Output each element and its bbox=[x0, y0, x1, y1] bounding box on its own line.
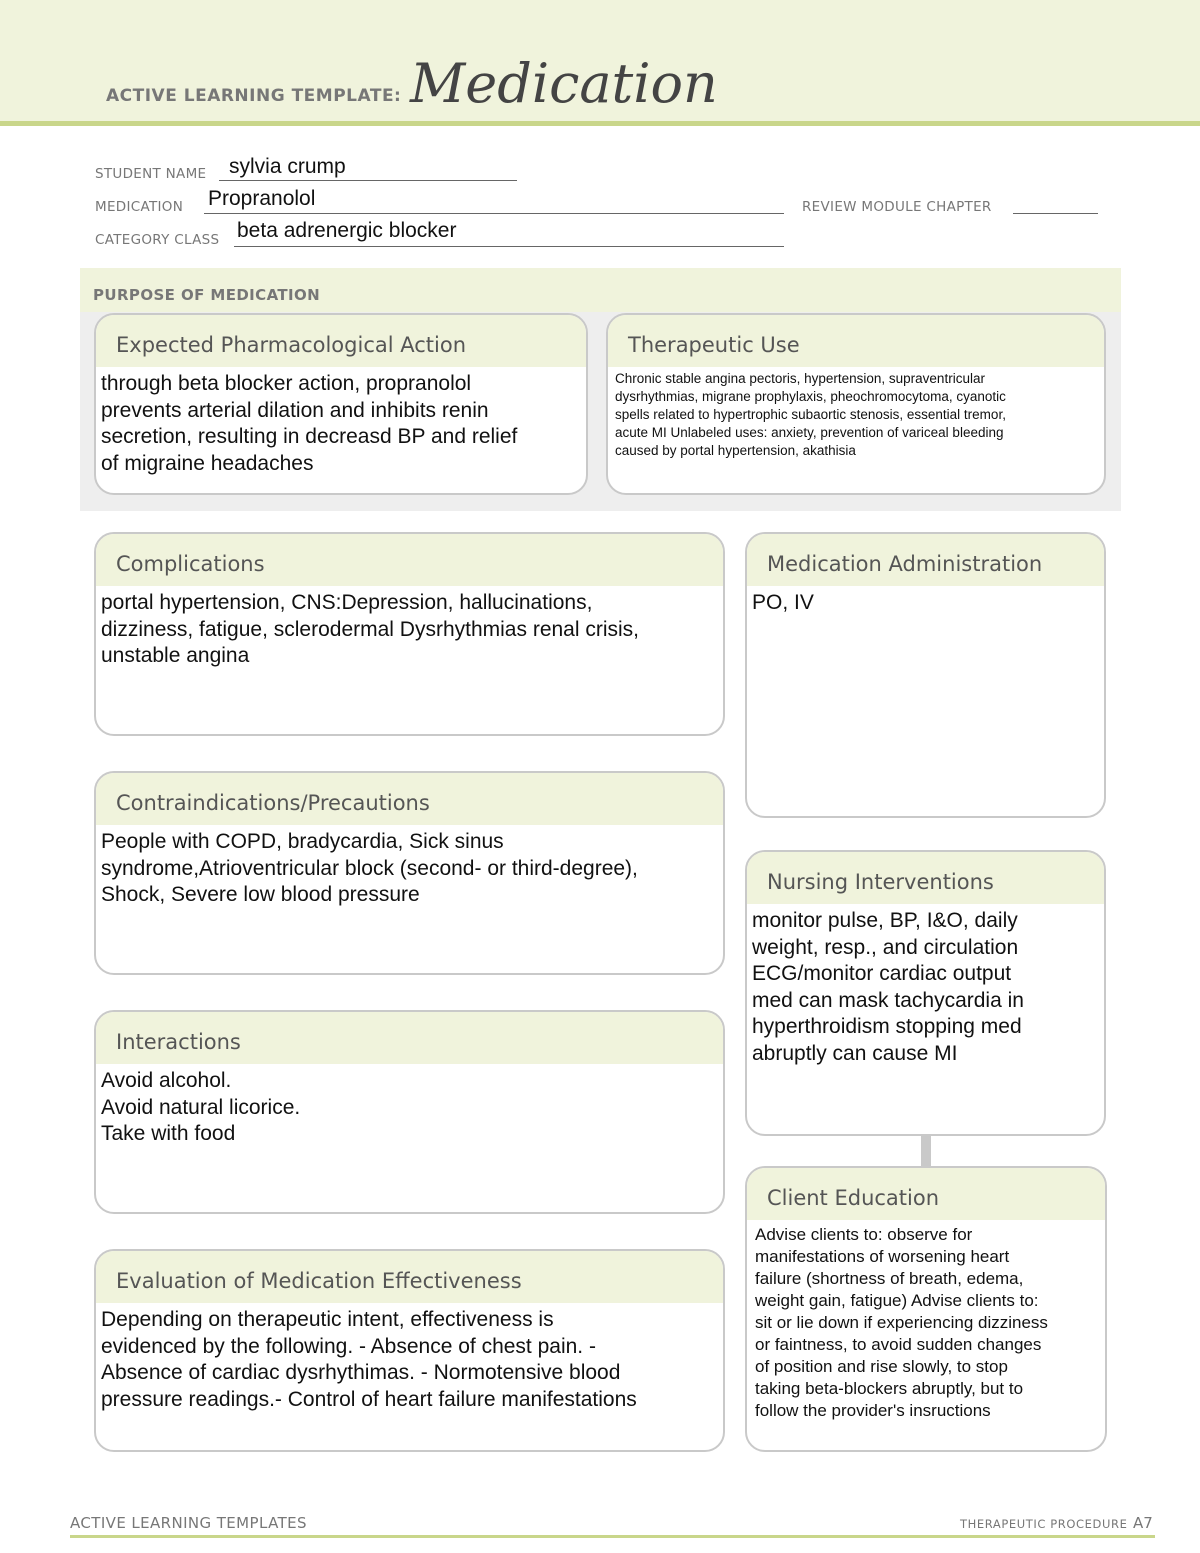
expected-action-card bbox=[94, 313, 588, 495]
evaluation-title: Evaluation of Medication Effectiveness bbox=[96, 1251, 723, 1303]
complications-card bbox=[94, 532, 725, 736]
category-class-line bbox=[234, 246, 784, 247]
contraindications-title: Contraindications/Precautions bbox=[96, 773, 723, 825]
interactions-title: Interactions bbox=[96, 1012, 723, 1064]
student-name-line bbox=[219, 180, 517, 181]
expected-action-text[interactable]: through beta blocker action, propranolol prevents arterial dilation and inhibits renin secretion, resulting in decreasd BP and relief of migraine headaches bbox=[101, 372, 518, 475]
medication-line bbox=[204, 213, 784, 214]
footer-rule bbox=[70, 1535, 1155, 1538]
page-title: Medication bbox=[410, 52, 718, 115]
review-module-label: REVIEW MODULE CHAPTER bbox=[802, 199, 992, 215]
template-label: ACTIVE LEARNING TEMPLATE: bbox=[106, 86, 402, 106]
nursing-interventions-title: Nursing Interventions bbox=[747, 852, 1104, 904]
footer-right: THERAPEUTIC PROCEDURE bbox=[960, 1517, 1128, 1531]
medication-administration-text[interactable]: PO, IV bbox=[752, 591, 814, 614]
interactions-text[interactable]: Avoid alcohol. Avoid natural licorice. Take with food bbox=[101, 1069, 301, 1145]
complications-title: Complications bbox=[96, 534, 723, 586]
medication-label: MEDICATION bbox=[95, 199, 184, 215]
category-class-field[interactable]: beta adrenergic blocker bbox=[237, 219, 457, 242]
medication-administration-card bbox=[745, 532, 1106, 818]
medication-administration-title: Medication Administration bbox=[747, 534, 1104, 586]
client-education-text[interactable]: Advise clients to: observe for manifestations of worsening heart failure (shortness of breath, edema, weight gain, fatigue) Advise clients to: sit or lie down if experiencing dizziness or faintness, to avoid sudden changes of position and rise slowly, to stop taking beta-blockers abruptly, but to follow the provider's insructions bbox=[755, 1225, 1048, 1420]
card-connector bbox=[921, 1135, 931, 1167]
therapeutic-use-card bbox=[606, 313, 1106, 495]
interactions-card bbox=[94, 1010, 725, 1214]
contraindications-card bbox=[94, 771, 725, 975]
client-education-card bbox=[745, 1166, 1107, 1452]
student-name-label: STUDENT NAME bbox=[95, 166, 207, 182]
page-number: A7 bbox=[1133, 1514, 1153, 1532]
complications-text[interactable]: portal hypertension, CNS:Depression, hallucinations, dizziness, fatigue, sclerodermal Dysrhythmias renal crisis, unstable angina bbox=[101, 591, 640, 667]
therapeutic-use-text[interactable]: Chronic stable angina pectoris, hypertension, supraventricular dysrhythmias, migrane prophylaxis, pheochromocytoma, cyanotic spells related to hypertrophic subaortic stenosis, essential tremor, acute MI Unlabeled uses: anxiety, prevention of variceal bleeding caused by portal hypertension, akathisia bbox=[615, 371, 1006, 458]
purpose-label: PURPOSE OF MEDICATION bbox=[93, 286, 321, 304]
footer-left: ACTIVE LEARNING TEMPLATES bbox=[70, 1514, 307, 1532]
client-education-title: Client Education bbox=[747, 1168, 1105, 1220]
medication-field[interactable]: Propranolol bbox=[208, 187, 316, 210]
nursing-interventions-text[interactable]: monitor pulse, BP, I&O, daily weight, resp., and circulation ECG/monitor cardiac output med can mask tachycardia in hyperthroidism stopping med abruptly can cause MI bbox=[752, 909, 1024, 1065]
category-class-label: CATEGORY CLASS bbox=[95, 232, 220, 248]
therapeutic-use-title: Therapeutic Use bbox=[608, 315, 1104, 367]
contraindications-text[interactable]: People with COPD, bradycardia, Sick sinus syndrome,Atrioventricular block (second- or third-degree), Shock, Severe low blood pressure bbox=[101, 830, 638, 906]
review-module-line bbox=[1013, 213, 1098, 214]
evaluation-card bbox=[94, 1249, 725, 1452]
nursing-interventions-card bbox=[745, 850, 1106, 1136]
student-name-field[interactable]: sylvia crump bbox=[229, 155, 346, 178]
expected-action-title: Expected Pharmacological Action bbox=[96, 315, 586, 367]
evaluation-text[interactable]: Depending on therapeutic intent, effectiveness is evidenced by the following. - Absence of chest pain. - Absence of cardiac dysrhythimas. - Normotensive blood pressure readings.- Control of heart failure manifestations bbox=[101, 1308, 637, 1411]
header-rule bbox=[0, 121, 1200, 126]
